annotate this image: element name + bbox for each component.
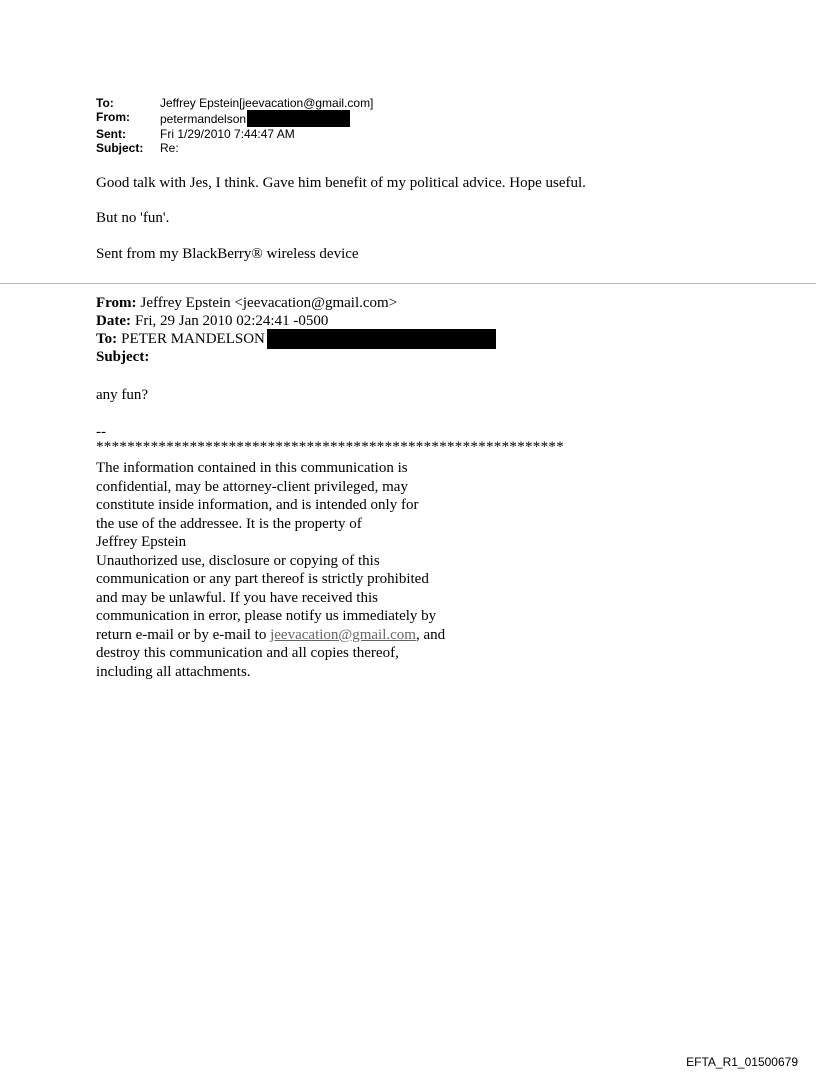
quoted-from-label: From:	[96, 295, 137, 311]
quoted-date-row	[96, 312, 496, 330]
disclaimer-line: confidential, may be attorney-client privileged, may	[96, 478, 408, 495]
quoted-header	[96, 294, 496, 366]
disclaimer-line: The information contained in this communication is	[96, 460, 408, 476]
disclaimer-line: destroy this communication and all copies thereof,	[96, 645, 399, 661]
star-rule: ************************************************************	[96, 439, 564, 455]
disclaimer-line: communication or any part thereof is strictly prohibited	[96, 571, 429, 587]
sent-label: Sent:	[96, 127, 126, 141]
from-label: From:	[96, 110, 130, 124]
quoted-from-value: Jeffrey Epstein <jeevacation@gmail.com>	[140, 295, 398, 311]
disclaimer-line: Unauthorized use, disclosure or copying of this	[96, 552, 380, 569]
reply-subject-row	[96, 141, 373, 155]
disclaimer-line: communication in error, please notify us immediately by	[96, 608, 437, 624]
reply-body-line-2: But no 'fun'.	[96, 210, 170, 226]
quoted-to-label: To:	[96, 331, 118, 347]
document-id: EFTA_R1_01500679	[686, 1055, 798, 1069]
quoted-subject-row	[96, 348, 496, 366]
reply-to-row	[96, 96, 373, 110]
redaction-box	[247, 110, 350, 127]
message-divider	[0, 283, 816, 284]
disclaimer-line: constitute inside information, and is intended only for	[96, 497, 419, 513]
quoted-date-label: Date:	[96, 313, 131, 329]
to-value: Jeffrey Epstein[jeevacation@gmail.com]	[160, 96, 374, 110]
redaction-box	[267, 329, 496, 349]
confidentiality-disclaimer	[96, 459, 445, 681]
email-link[interactable]: jeevacation@gmail.com	[270, 626, 416, 643]
sent-value: Fri 1/29/2010 7:44:47 AM	[160, 127, 295, 141]
quoted-to-row	[96, 330, 496, 348]
reply-header	[96, 96, 373, 155]
disclaimer-line: and may be unlawful. If you have received this	[96, 589, 378, 606]
reply-from-row	[96, 110, 373, 127]
to-label: To:	[96, 96, 114, 110]
return-line-prefix: return e-mail or by e-mail to	[96, 626, 271, 643]
quoted-to-value: PETER MANDELSON	[121, 331, 265, 347]
reply-sent-row	[96, 127, 373, 141]
quoted-from-row	[96, 294, 496, 312]
subject-label: Subject:	[96, 141, 144, 155]
disclaimer-line: Jeffrey Epstein	[96, 534, 187, 550]
quoted-message: any fun?	[96, 387, 149, 403]
quoted-date-value: Fri, 29 Jan 2010 02:24:41 -0500	[134, 313, 329, 329]
signature-separator: --	[96, 424, 106, 440]
reply-body-line-1: Good talk with Jes, I think. Gave him benefit of my political advice. Hope useful.	[96, 175, 586, 191]
from-value-wrap	[160, 110, 350, 127]
subject-value: Re:	[160, 141, 179, 155]
return-line-suffix: , and	[415, 626, 446, 643]
reply-signature: Sent from my BlackBerry® wireless device	[96, 246, 359, 262]
from-value: petermandelson	[160, 111, 247, 126]
disclaimer-line: the use of the addressee. It is the property of	[96, 515, 362, 532]
disclaimer-line: including all attachments.	[96, 663, 251, 680]
disclaimer-return-line	[96, 626, 445, 645]
quoted-subject-label: Subject:	[96, 349, 150, 365]
